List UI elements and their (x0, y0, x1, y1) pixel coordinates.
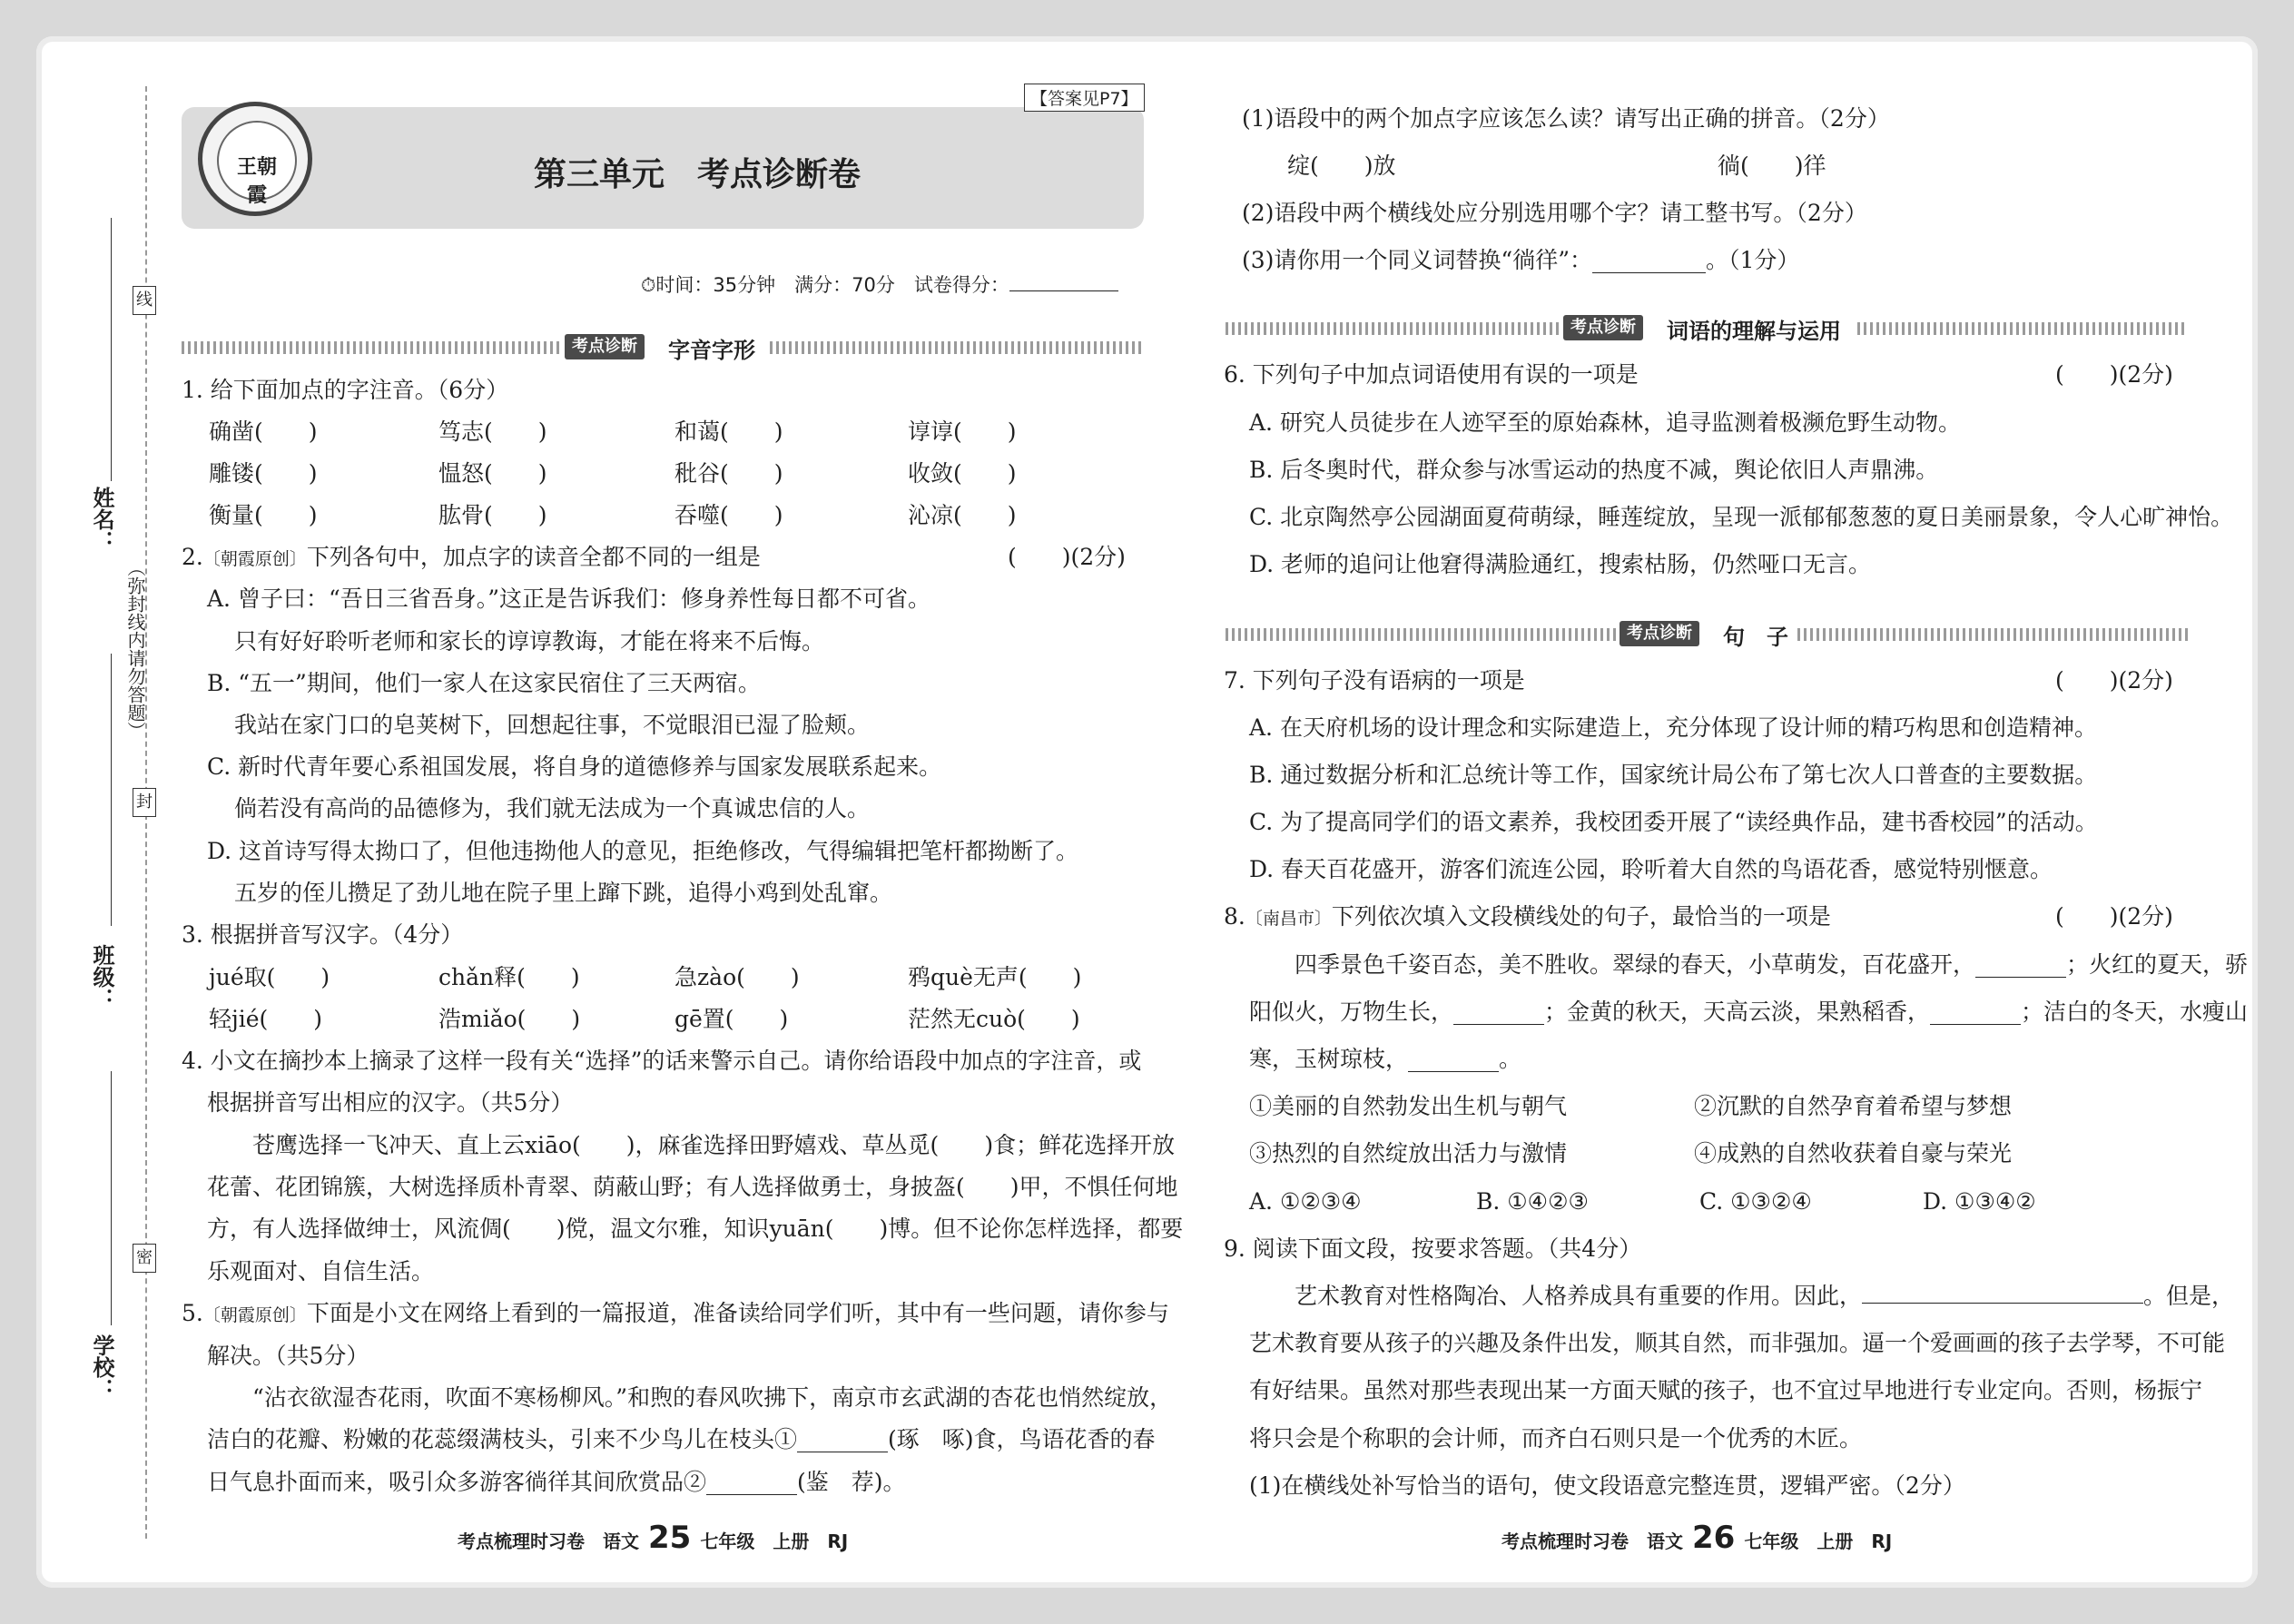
logo-text: 王朝霞 (236, 155, 277, 207)
q6-option-a: A. 研究人员徒步在人迹罕至的原始森林，追寻监测着极濒危野生动物。 (1249, 409, 1961, 436)
section-tag: 考点诊断 (1620, 621, 1699, 646)
q5-passage: “沾衣欲湿杏花雨，吹面不寒杨柳风。”和煦的春风吹拂下，南京市玄武湖的杏花也悄然绽放， (252, 1384, 1173, 1411)
source-tag: 〔朝霞原创〕 (202, 1305, 307, 1325)
seal-seal-char: 封 (133, 788, 156, 817)
exam-meta: ⏱时间：35分钟 满分：70分 试卷得分： (641, 271, 1118, 298)
q2-option-b: B. “五一”期间，他们一家人在这家民宿住了三天两宿。 (207, 670, 761, 696)
q1-item: 收敛( ) (908, 460, 1017, 487)
q9-passage: 将只会是个称职的会计师，而齐白石则只是一个优秀的木匠。 (1249, 1425, 1863, 1452)
q8-sentence-3: ③热烈的自然绽放出活力与激情 (1249, 1140, 1568, 1166)
q8-passage: 四季景色千姿百态，美不胜收。翠绿的春天，小草萌发，百花盛开，________；火红的夏天，骄 (1295, 951, 2249, 978)
school-line (111, 1071, 112, 1325)
section-vocabulary (1226, 315, 2188, 342)
q8-choice-a: A. ①②③④ (1249, 1188, 1362, 1215)
q8-sentence-2: ②沉默的自然孕育着希望与梦想 (1694, 1093, 2013, 1119)
q2-score: ( )(2分) (1008, 544, 1126, 570)
q8-sentence-4: ④成熟的自然收获着自豪与荣光 (1694, 1140, 2013, 1166)
q8-sentence-1: ①美丽的自然勃发出生机与朝气 (1249, 1093, 1568, 1119)
class-line (111, 654, 112, 926)
section-tag: 考点诊断 (565, 334, 645, 359)
q1-item: 秕谷( ) (674, 460, 783, 487)
page-number: 25 (648, 1520, 692, 1556)
q8-choice-c: C. ①③②④ (1699, 1188, 1812, 1215)
q6-stem: 6. 下列句子中加点词语使用有误的一项是 (1224, 361, 1639, 388)
q9-passage: 有好结果。虽然对那些表现出某一方面天赋的孩子，也不宜过早地进行专业定向。否则，杨振宁 (1249, 1377, 2203, 1403)
q9-passage: 艺术教育要从孩子的兴趣及条件出发，顺其自然，而非强加。逼一个爱画画的孩子去学琴，不可能 (1249, 1330, 2226, 1356)
q5-sub3: (3)请你用一个同义词替换“徜徉”：__________。（1分） (1242, 247, 1800, 273)
q1-item: 雕镂( ) (209, 460, 318, 487)
q5-stem: 5.〔朝霞原创〕下面是小文在网络上看到的一篇报道，准备读给同学们听，其中有一些问题，请你参与 (182, 1300, 1169, 1326)
brand-logo (198, 102, 312, 216)
q8-choice-b: B. ①④②③ (1476, 1188, 1589, 1215)
q7-option-d: D. 春天百花盛开，游客们流连公园，聆听着大自然的鸟语花香，感觉特别惬意。 (1249, 856, 2053, 882)
q7-option-b: B. 通过数据分析和汇总统计等工作，国家统计局公布了第七次人口普查的主要数据。 (1249, 762, 2098, 788)
q1-item: 谆谆( ) (908, 418, 1017, 445)
q2-option-d-cont: 五岁的侄儿攒足了劲儿地在院子里上蹿下跳，追得小鸡到处乱窜。 (234, 880, 893, 906)
q8-stem: 8.〔南昌市〕下列依次填入文段横线处的句子，最恰当的一项是 (1224, 903, 1831, 930)
q9-answer-blank[interactable] (1862, 1283, 2143, 1304)
q1-item: 吞噬( ) (674, 502, 783, 528)
section-pronunciation (182, 334, 1144, 361)
q6-option-c: C. 北京陶然亭公园湖面夏荷萌绿，睡莲绽放，呈现一派郁郁葱葱的夏日美丽景象，令人心旷神怡。 (1249, 504, 2234, 530)
source-tag: 〔朝霞原创〕 (202, 549, 307, 569)
q2-option-c-cont: 倘若没有高尚的品德修为，我们就无法成为一个真诚忠信的人。 (234, 795, 871, 822)
q4-passage: 苍鹰选择一飞冲天、直上云xiāo( )，麻雀选择田野嬉戏、草丛觅( )食；鲜花选择开放 (252, 1132, 1176, 1158)
name-label: 姓名： (89, 487, 114, 552)
q3-item: chǎn释( ) (438, 964, 580, 990)
q5-sub1-a: 绽( )放 (1287, 153, 1396, 179)
q2-option-a: A. 曾子曰：“吾日三省吾身。”这正是告诉我们：修身养性每日都不可省。 (207, 586, 931, 612)
q7-stem: 7. 下列句子没有语病的一项是 (1224, 667, 1525, 694)
q3-item: 急zào( ) (674, 964, 800, 990)
q2-option-b-cont: 我站在家门口的皂荚树下，回想起往事，不觉眼泪已湿了脸颊。 (234, 712, 871, 738)
name-line (111, 218, 112, 481)
q8-passage: 阳似火，万物生长，________；金黄的秋天，天高云淡，果熟稻香，________；洁白的冬天，水瘦山 (1249, 999, 2249, 1025)
page-number: 26 (1692, 1520, 1736, 1556)
score-blank[interactable] (1009, 271, 1118, 291)
q6-option-d: D. 老师的追问让他窘得满脸通红，搜索枯肠，仍然哑口无言。 (1249, 551, 1872, 577)
q7-score: ( )(2分) (2055, 667, 2173, 694)
page-title: 第三单元 考点诊断卷 (534, 156, 861, 193)
q3-item: gē置( ) (674, 1006, 789, 1032)
q9-sub1: (1)在横线处补写恰当的语句，使文段语意完整连贯，逻辑严密。（2分） (1249, 1472, 1965, 1499)
q1-item: 确凿( ) (209, 418, 318, 445)
q4-passage: 乐观面对、自信生活。 (207, 1258, 435, 1284)
q3-item: jué取( ) (209, 964, 330, 990)
q9-stem: 9. 阅读下面文段，按要求答题。（共4分） (1224, 1235, 1642, 1262)
footer-right: 考点梳理时习卷 语文 26 七年级 上册 RJ (1501, 1520, 1893, 1556)
q3-item: 茫然无cuò( ) (908, 1006, 1080, 1032)
school-label: 学校： (89, 1334, 114, 1400)
q7-option-c: C. 为了提高同学们的语文素养，我校团委开展了“读经典作品，建书香校园”的活动。 (1249, 809, 2098, 835)
section-tag: 考点诊断 (1563, 315, 1643, 340)
q1-item: 衡量( ) (209, 502, 318, 528)
q5-passage: 洁白的花瓣、粉嫩的花蕊缀满枝头，引来不少鸟儿在枝头①________(琢 啄)食，鸟语花香的春 (207, 1426, 1156, 1452)
q8-passage: 寒，玉树琼枝，________。 (1249, 1046, 1522, 1072)
q4-stem: 4. 小文在摘抄本上摘录了这样一段有关“选择”的话来警示自己。请你给语段中加点的字注音，或 (182, 1048, 1142, 1074)
q1-item: 愠怒( ) (438, 460, 547, 487)
q5-sub1: (1)语段中的两个加点字应该怎么读？请写出正确的拼音。（2分） (1242, 105, 1890, 132)
q5-sub2: (2)语段中两个横线处应分别选用哪个字？请工整书写。（2分） (1242, 200, 1867, 226)
source-tag: 〔南昌市〕 (1245, 909, 1332, 929)
q3-item: 鸦què无声( ) (908, 964, 1082, 990)
seal-line-char: 线 (133, 286, 156, 315)
q5-passage: 日气息扑面而来，吸引众多游客徜徉其间欣赏品②________(鉴 荐)。 (207, 1469, 906, 1495)
q1-item: 沁凉( ) (908, 502, 1017, 528)
q6-option-b: B. 后冬奥时代，群众参与冰雪运动的热度不减，舆论依旧人声鼎沸。 (1249, 457, 1939, 483)
seal-dense-char: 密 (133, 1244, 156, 1273)
q1-item: 肱骨( ) (438, 502, 547, 528)
q8-score: ( )(2分) (2055, 903, 2173, 930)
q3-item: 浩miǎo( ) (438, 1006, 581, 1032)
section-sentences (1226, 621, 2188, 648)
q1-item: 笃志( ) (438, 418, 547, 445)
q3-item: 轻jié( ) (209, 1006, 323, 1032)
q8-choice-d: D. ①③④② (1923, 1188, 2036, 1215)
q2-option-c: C. 新时代青年要心系祖国发展，将自身的道德修养与国家发展联系起来。 (207, 753, 942, 780)
q5-sub1-b: 徜( )徉 (1718, 153, 1826, 179)
q7-option-a: A. 在天府机场的设计理念和实际建造上，充分体现了设计师的精巧构思和创造精神。 (1249, 714, 2097, 741)
q5-stem-cont: 解决。（共5分） (207, 1343, 369, 1369)
q1-stem: 1. 给下面加点的字注音。（6分） (182, 377, 509, 403)
section-title: 字音字形 (668, 338, 755, 363)
section-title: 词语的理解与运用 (1667, 319, 1841, 344)
section-title: 句 子 (1723, 625, 1788, 650)
q2-stem: 2.〔朝霞原创〕下列各句中，加点字的读音全都不同的一组是 (182, 544, 761, 570)
q4-passage: 花蕾、花团锦簇，大树选择质朴青翠、荫蔽山野；有人选择做勇士，身披盔( )甲，不惧任何地 (207, 1174, 1178, 1200)
q4-passage: 方，有人选择做绅士，风流倜( )傥，温文尔雅，知识yuān( )博。但不论你怎样选择，都要 (207, 1216, 1184, 1242)
class-label: 班级： (89, 944, 114, 1009)
q9-passage: 艺术教育对性格陶冶、人格养成具有重要的作用。因此， 。但是， (1295, 1283, 2235, 1309)
q6-score: ( )(2分) (2055, 361, 2173, 388)
q2-option-a-cont: 只有好好聆听老师和家长的谆谆教诲，才能在将来不后悔。 (234, 628, 825, 655)
footer-left: 考点梳理时习卷 语文 25 七年级 上册 RJ (458, 1520, 849, 1556)
q1-item: 和蔼( ) (674, 418, 783, 445)
q2-option-d: D. 这首诗写得太拗口了，但他违拗他人的意见，拒绝修改，气得编辑把笔杆都拗断了。 (207, 838, 1079, 864)
q3-stem: 3. 根据拼音写汉字。（4分） (182, 921, 464, 948)
answer-reference: 【答案见P7】 (1024, 84, 1145, 112)
seal-note: （弥封线内请勿答题） (124, 558, 146, 740)
q4-stem-cont: 根据拼音写出相应的汉字。（共5分） (207, 1089, 574, 1116)
